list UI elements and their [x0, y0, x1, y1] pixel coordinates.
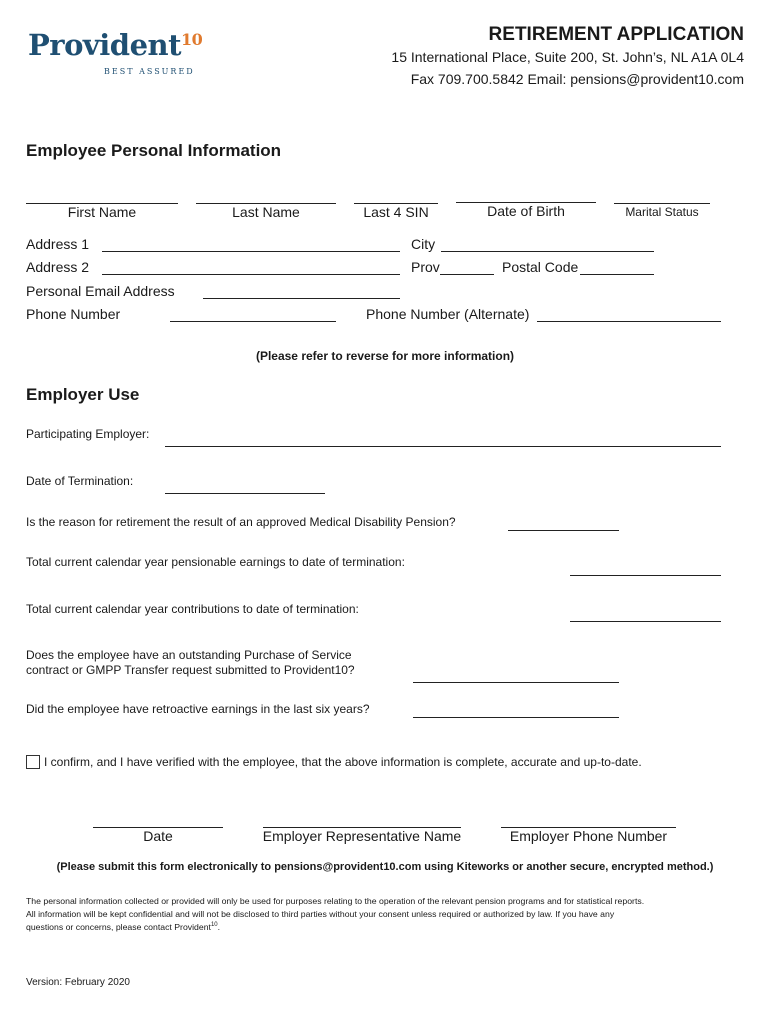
medical-disability-field[interactable]: [508, 530, 619, 531]
retroactive-earnings-label: Did the employee have retroactive earnings in the last six years?: [26, 702, 370, 716]
pensionable-earnings-label: Total current calendar year pensionable earnings to date of termination:: [26, 555, 405, 569]
marital-status-label: Marital Status: [625, 205, 699, 219]
privacy-line-2: All information will be kept confidential and will not be disclosed to third parties without your consent unless required or authorized by law. If you have any: [26, 909, 615, 919]
email-label: Personal Email Address: [26, 283, 175, 299]
city-field[interactable]: [441, 251, 654, 252]
address2-label: Address 2: [26, 259, 90, 275]
version-label: Version: February 2020: [26, 977, 130, 988]
phone-label: Phone Number: [26, 306, 121, 322]
address1-field[interactable]: [102, 251, 400, 252]
privacy-line-3-text: questions or concerns, please contact Provident: [26, 922, 211, 932]
logo-tagline: BEST ASSURED: [104, 67, 195, 76]
address1-label: Address 1: [26, 236, 90, 252]
logo-word: Provident: [28, 28, 182, 62]
last-name-label: Last Name: [232, 204, 300, 220]
confirm-checkbox[interactable]: [26, 755, 40, 769]
medical-disability-label: Is the reason for retirement the result of an approved Medical Disability Pension?: [26, 515, 456, 529]
contributions-label: Total current calendar year contributions to date of termination:: [26, 602, 359, 616]
privacy-line-1: The personal information collected or provided will only be used for purposes relating to the operation of the relevant pension programs and for statistical reports.: [26, 896, 645, 906]
last4-sin-label: Last 4 SIN: [363, 204, 429, 220]
pensionable-earnings-field[interactable]: [570, 575, 721, 576]
privacy-line-3-sup: 10: [210, 922, 218, 929]
header-contact: Fax 709.700.5842 Email: pensions@provident10.com: [410, 71, 744, 87]
retroactive-earnings-field[interactable]: [413, 717, 619, 718]
phone-alt-label: Phone Number (Alternate): [366, 306, 530, 322]
contributions-field[interactable]: [570, 621, 721, 622]
rep-name-label: Employer Representative Name: [262, 828, 462, 844]
personal-info-heading: Employee Personal Information: [26, 141, 282, 160]
form-title: RETIREMENT APPLICATION: [488, 24, 744, 45]
employer-phone-label: Employer Phone Number: [509, 828, 668, 844]
participating-employer-field[interactable]: [165, 446, 721, 447]
header-address: 15 International Place, Suite 200, St. John’s, NL A1A 0L4: [391, 49, 744, 65]
first-name-label: First Name: [67, 204, 137, 220]
employer-use-heading: Employer Use: [26, 385, 140, 404]
postal-code-label: Postal Code: [502, 259, 579, 275]
privacy-line-3-end: .: [217, 922, 221, 932]
address2-field[interactable]: [102, 274, 400, 275]
signature-date-label: Date: [143, 828, 173, 844]
prov-field[interactable]: [440, 274, 494, 275]
phone-alt-field[interactable]: [537, 321, 721, 322]
prov-label: Prov: [411, 259, 440, 275]
dob-label: Date of Birth: [487, 203, 565, 219]
logo-superscript: 10: [181, 30, 203, 49]
submit-note: (Please submit this form electronically to pensions@provident10.com using Kiteworks or another secure, encrypted method.): [56, 861, 714, 873]
marital-status-field[interactable]: [614, 203, 710, 204]
phone-field[interactable]: [170, 321, 336, 322]
provident10-logo: [28, 28, 202, 62]
purchase-service-label-1: Does the employee have an outstanding Purchase of Service: [26, 648, 352, 662]
termination-date-field[interactable]: [165, 493, 325, 494]
purchase-service-field[interactable]: [413, 682, 619, 683]
participating-employer-label: Participating Employer:: [26, 427, 150, 441]
refer-note: (Please refer to reverse for more information): [255, 349, 515, 363]
postal-code-field[interactable]: [580, 274, 654, 275]
privacy-line-3: [26, 922, 220, 932]
purchase-service-label-2: contract or GMPP Transfer request submitted to Provident10?: [26, 663, 355, 677]
city-label: City: [411, 236, 436, 252]
email-field[interactable]: [203, 298, 400, 299]
confirm-label: I confirm, and I have verified with the employee, that the above information is complete, accurate and up-to-date.: [44, 755, 642, 769]
termination-date-label: Date of Termination:: [26, 474, 134, 488]
